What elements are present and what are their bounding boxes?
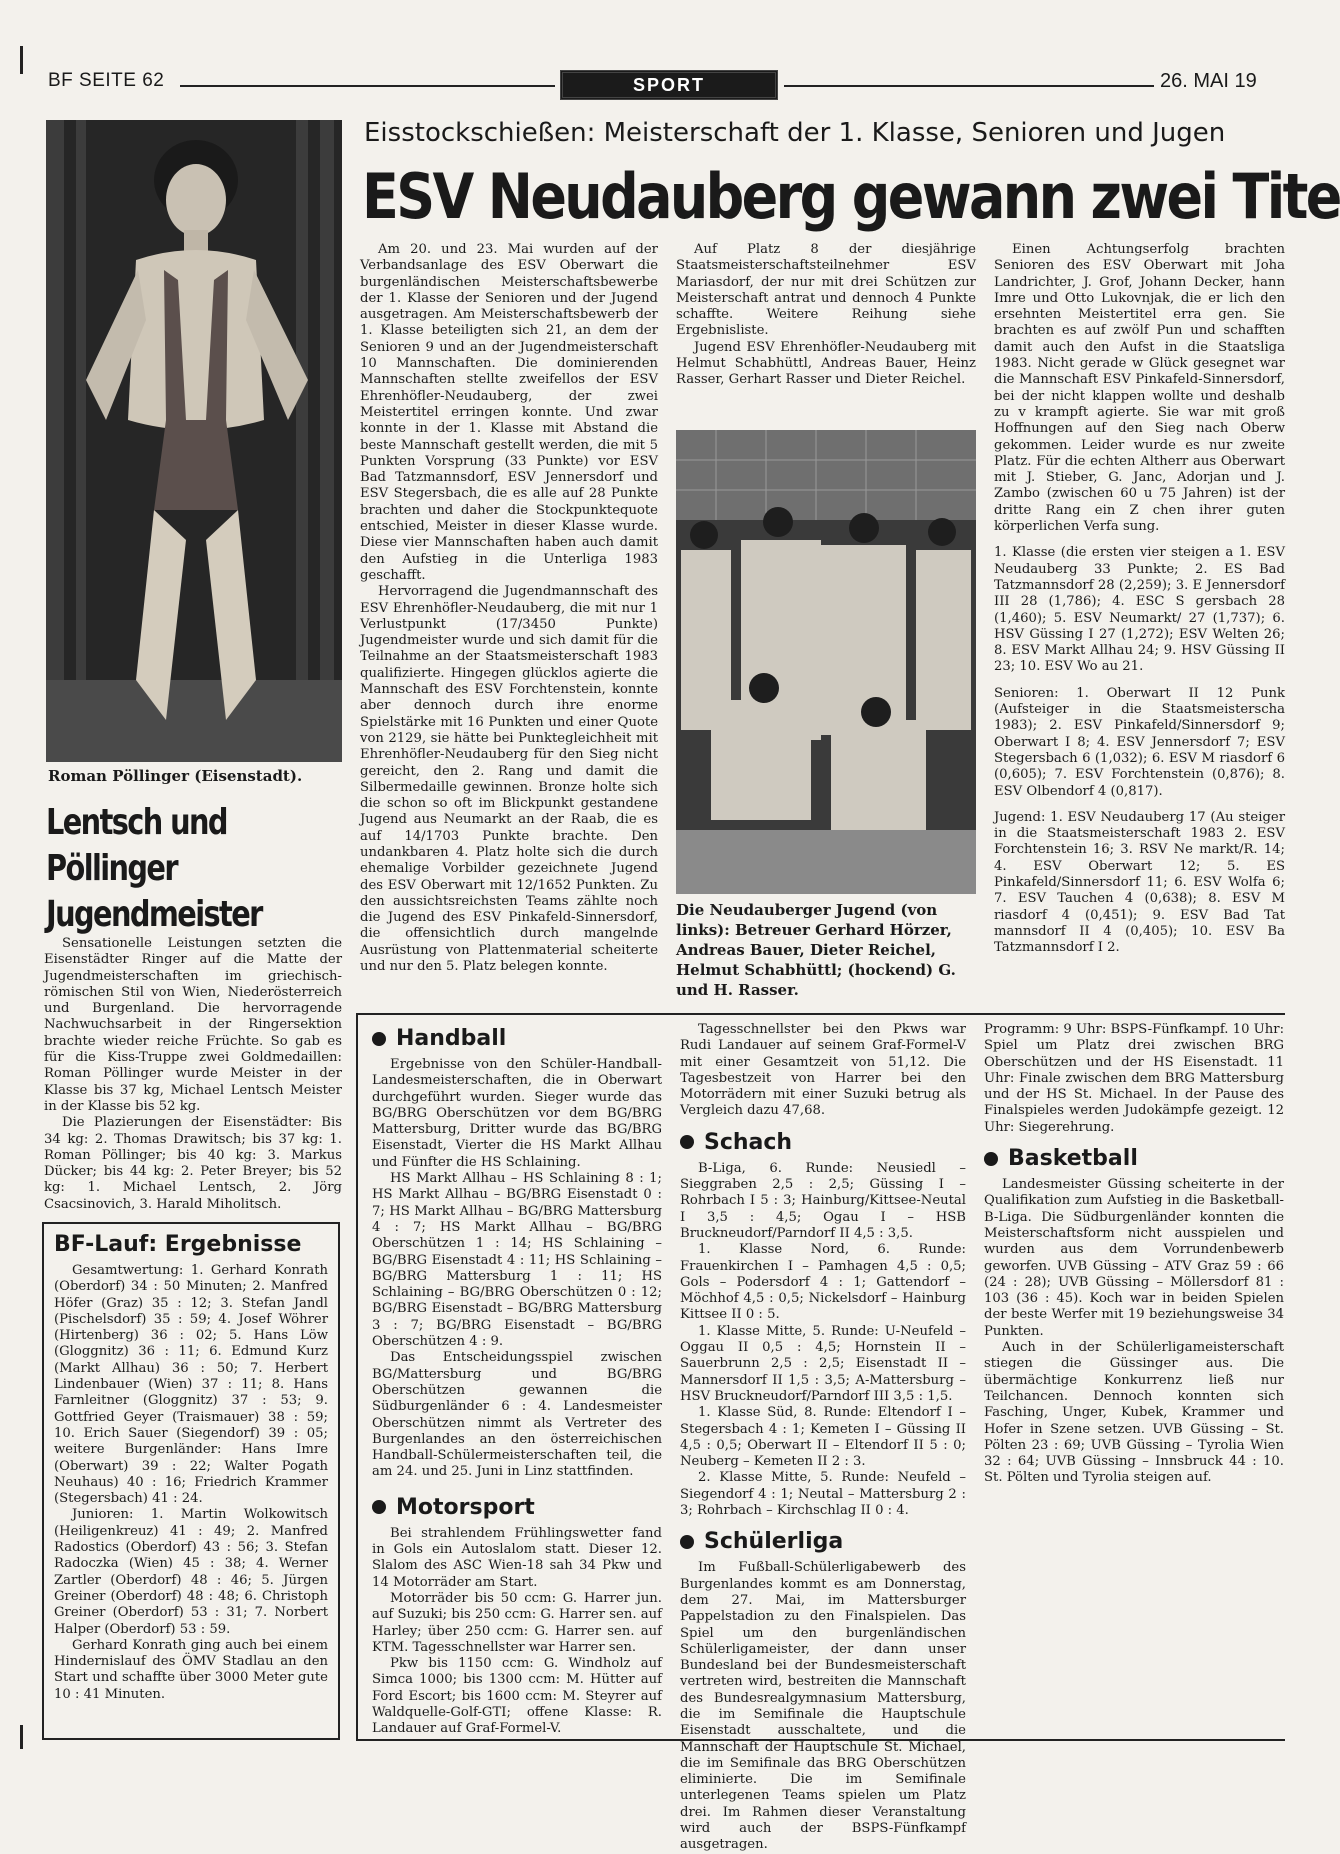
paragraph: Motorräder bis 50 ccm: G. Harrer jun. auf Suzuki; bis 250 ccm: G. Harrer sen. auf Harley; über 250 ccm: G. Harrer sen. auf KTM. Tagesschnellster war Harrer sen.: [372, 1590, 662, 1655]
paragraph: B-Liga, 6. Runde: Neusiedl – Sieggraben 2,5 : 2,5; Güssing I – Rohrbach I 5 : 3; Hainburg/Kittsee-Neutal I 3,5 : 4,5; Ogau I – HSB Bruckneudorf/Parndorf II 4,5 : 3,5.: [680, 1160, 966, 1241]
schuelerliga-body: [680, 1560, 966, 1853]
header-rule: [784, 85, 1154, 87]
paragraph: Das Entscheidungsspiel zwischen BG/Mattersburg und BG/BRG Oberschützen gewannen die Südburgenländer 6 : 4. Landesmeister Oberschützen nimmt als Vertreter des Burgenlandes an den österreichischen Handball-Schülermeisterschaften teil, die am 24. und 25. Juni in Linz stattfinden.: [372, 1350, 662, 1480]
schuelerliga-heading: [680, 1529, 966, 1554]
schach-title: Schach: [704, 1129, 793, 1155]
paragraph: Programm: 9 Uhr: BSPS-Fünfkampf. 10 Uhr: Spiel um Platz drei zwischen BRG Oberschützen und der HS Eisenstadt. 11 Uhr: Finale zwischen dem BRG Mattersburg und der HS St. Michael. In der Pause des Finalspieles werden Judokämpfe gezeigt. 12 Uhr: Siegerehrung.: [984, 1022, 1285, 1135]
schuelerliga-title: Schülerliga: [704, 1529, 844, 1555]
article-headline: ESV Neudauberg gewann zwei Tite: [362, 160, 1340, 233]
paragraph: Am 20. und 23. Mai wurden auf der Verbandsanlage des ESV Oberwart die burgenländischen Meisterschaftsbewerbe der 1. Klasse der Senioren und der Jugend ausgetragen. Am Meisterschaftsbewerb der 1. Klasse beteiligten sich 21, an dem der Senioren 9 und an der Jugendmeisterschaft 10 Mannschaften. Die dominierenden Mannschaften stellte zweifellos der ESV Ehrenhöfler-Neudauberg, der zwei Meistertitel erringen konnte. Und zwar konnte in der 1. Klasse mit Abstand die beste Mannschaft gestellt werden, die mit 5 Punkten Vorsprung (33 Punkte) vor ESV Bad Tatzmannsdorf, ESV Jennersdorf und ESV Stegersbach, die es alle auf 28 Punkte brachten und daher die Stockpunktequote entschied, Meister in dieser Klasse wurde. Diese vier Mannschaften haben auch damit den Aufstieg in die Unterliga 1983 geschafft.: [360, 242, 658, 583]
paragraph: Einen Achtungserfolg brachten Senioren des ESV Oberwart mit Joha Landrichter, J. Grof, Johann Decker, hann Imre und Otto Lukovnjak, die er lich den ersehnten Meistertitel erra gen. Sie brachten es auf zwölf Pun und schafften damit auch den Aufst in die Staatsliga 1983. Nicht gerade w Glück gesegnet war die Mannschaft ESV Pinkafeld-Sinnersdorf, bei der nicht klappen wollte und deshalb zu v krampft agierte. Sie war mit groß Hoffnungen auf den Sieg nach Oberw gekommen. Leider wurde es nur zweite Platz. Für die echten Altherr aus Oberwart mit J. Stieber, G. Janc, Adorjan und J. Zambo (zwischen 60 u 75 Jahren) ist der dritte Rang ein Z chen ihrer guten körperlichen Verfa sung.: [994, 242, 1285, 535]
team-photo: [676, 430, 976, 894]
schach-body: [680, 1161, 966, 1520]
paragraph: Junioren: 1. Martin Wolkowitsch (Heiligenkreuz) 41 : 49; 2. Manfred Radostics (Oberdorf) 43 : 56; 3. Stefan Radoczka (Wien) 45 : 38; 4. Werner Zartler (Oberdorf) 48 : 46; 5. Jürgen Greiner (Oberdorf) 48 : 48; 6. Christoph Greiner (Oberdorf) 53 : 31; 7. Norbert Halper (Oberdorf) 53 : 59.: [54, 1507, 328, 1637]
paragraph: 1. Klasse (die ersten vier steigen a 1. ESV Neudauberg 33 Punkte; 2. ES Bad Tatzmannsdorf 28 (2,259); 3. E Jennersdorf III 28 (1,786); 4. ESC S gersbach 28 (1,460); 5. ESV Neumarkt/ 27 (1,737); 6. HSV Güssing I 27 (1,272); ESV Welten 26; 8. ESV Markt Allhau 24; 9. HSV Güssing II 23; 10. ESV Wo au 21.: [994, 545, 1285, 675]
wrestler-photo-caption: Roman Pöllinger (Eisenstadt).: [48, 767, 303, 785]
schuelerliga-body-continued: [984, 1022, 1284, 1136]
crop-mark-icon: [20, 46, 23, 74]
basketball-heading: [984, 1146, 1284, 1171]
bullet-dot-icon: [984, 1152, 998, 1166]
handball-body: [372, 1057, 662, 1481]
bullet-dot-icon: [372, 1032, 386, 1046]
paragraph: Jugend ESV Ehrenhöfler-Neudauberg mit Helmut Schabhüttl, Andreas Bauer, Heinz Rasser, Gerhart Rasser und Dieter Reichel.: [676, 339, 976, 388]
bf-lauf-body: [54, 1263, 328, 1723]
wrestler-headline: [46, 800, 278, 938]
paragraph: Jugend: 1. ESV Neudauberg 17 (Au steiger in die Staatsmeisterschaft 1983 2. ESV Forchtenstein 16; 3. RSV Ne markt/R. 14; 4. ESV Oberwart 12; 5. ES Pinkafeld/Sinnersdorf 11; 6. ESV Wolfa 6; 7. ESV Tauchen 4 (0,638); 8. ESV M riasdorf 4 (0,451); 9. ESV Bad Tat mannsdorf II 4 (0,405); 10. ESV Ba Tatzmannsdorf I 2.: [994, 809, 1285, 956]
paragraph: Landesmeister Güssing scheiterte in der Qualifikation zum Aufstieg in die Basketball-B-Liga. Die Südburgenländer konnten die Meisterschaftsform nicht ausspielen und wurden aus dem Vorrundenbewerb geworfen. UVB Güssing – ATV Graz 59 : 66 (24 : 28); UVB Güssing – Möllersdorf 81 : 103 (36 : 45). Koch war in beiden Spielen der beste Werfer mit 19 beziehungsweise 34 Punkten.: [984, 1177, 1284, 1339]
handball-title: Handball: [396, 1026, 507, 1051]
paragraph: 1. Klasse Mitte, 5. Runde: U-Neufeld – Oggau II 0,5 : 4,5; Hornstein II – Sauerbrunn 2,5 : 2,5; Eisenstadt II – Mannersdorf II 1,5 : 3,5; A-Mattersburg – HSV Bruckneudorf/Parndorf III 3,5 : 1,5.: [680, 1323, 966, 1404]
paragraph: Pkw bis 1150 ccm: G. Windholz auf Simca 1000; bis 1300 ccm: M. Hütter auf Ford Escort; bis 1600 ccm: M. Steyrer auf Waldquelle-Golf-GTI; offene Klasse: R. Landauer auf Graf-Formel-V.: [372, 1656, 662, 1737]
motorsport-body: [372, 1526, 662, 1738]
schach-heading: [680, 1130, 966, 1155]
box-column-3: [984, 1022, 1284, 1734]
paragraph: 2. Klasse Mitte, 5. Runde: Neufeld – Siegendorf 4 : 1; Neutal – Mattersburg 2 : 3; Rohrbach – Kirchschlag II 0 : 4.: [680, 1470, 966, 1519]
page-date: 26. MAI 19: [1160, 70, 1257, 92]
paragraph: Senioren: 1. Oberwart II 12 Punk (Aufsteiger in die Staatsmeisterscha 1983); 2. ESV Pinkafeld/Sinnersdorf 9; Oberwart I 8; 4. ESV Jennersdorf 7; ESV Stegersbach 6 (1,032); 6. ESV M riasdorf 6 (0,605); 7. ESV Forchtenstein (0,876); 8. ESV Olbendorf 4 (0,817).: [994, 685, 1285, 799]
crop-mark-icon: [20, 1725, 23, 1749]
paragraph: 1. Klasse Nord, 6. Runde: Frauenkirchen I – Pamhagen 4,5 : 0,5; Gols – Podersdorf 4 : 1; Gattendorf – Möchhof 4,5 : 0,5; Nickelsdorf – Hainburg Kittsee II 0 : 5.: [680, 1242, 966, 1323]
main-article-column-1: [360, 242, 658, 1000]
wrestler-photo: [46, 120, 342, 762]
bullet-dot-icon: [680, 1535, 694, 1549]
paragraph: 1. Klasse Süd, 8. Runde: Eltendorf I – Stegersbach 4 : 1; Kemeten I – Güssing II 4,5 : 0,5; Oberwart II – Eltendorf II 5 : 0; Neuberg – Kemeten II 2 : 3.: [680, 1405, 966, 1470]
paragraph: Auch in der Schülerligameisterschaft stiegen die Güssinger aus. Die übermächtige Konkurrenz ließ nur Teilchancen. Dennoch konnten sich Fasching, Unger, Kubek, Krammer und Hofer in Szene setzen. UVB Güssing – St. Pölten 23 : 69; UVB Güssing – Tyrolia Wien 32 : 64; UVB Güssing – Innsbruck 44 : 10. St. Pölten und Tyrolia steigen auf.: [984, 1340, 1284, 1486]
paragraph: Hervorragend die Jugendmannschaft des ESV Ehrenhöfler-Neudauberg, die mit nur 1 Verlustpunkt (17/3450 Punkte) Jugendmeister wurde und sich damit für die Teilnahme an der Staatsmeisterschaft 1983 qualifizierte. Hingegen glücklos agierte die Mannschaft des ESV Forchtenstein, konnte aber dennoch durch ihre enorme Spielstärke mit 16 Punkten und einer Quote von 2129, sie hätte bei Punktegleichheit mit Ehrenhöfler-Neudauberg für den Sieg nicht gereicht, den 2. Rang und damit die Silbermedaille gewinnen. Bronze holte sich die schon so oft im Blickpunkt gestandene Jugend aus Neumarkt an der Raab, die es auf 14/1703 Punkte brachte. Den undankbaren 4. Platz holte sich die durch ehemalige Vorbilder gezeichnete Jugend des ESV Oberwart mit 12/1652 Punkten. Zu den aussichtsreichsten Teams zählte noch die Jugend des ESV Pinkafeld-Sinnersdorf, die offensichtlich durch mangelnde Ausrüstung von Plattenmaterial scheiterte und nur den 5. Platz belegen konnte.: [360, 584, 658, 975]
basketball-title: Basketball: [1008, 1146, 1138, 1172]
paragraph: Bei strahlendem Frühlingswetter fand in Gols ein Autoslalom statt. Dieser 12. Slalom des ASC Wien-18 sah 34 Pkw und 14 Motorräder am Start.: [372, 1525, 662, 1590]
bullet-dot-icon: [680, 1135, 694, 1149]
team-photo-caption: Die Neudauberger Jugend (von links): Betreuer Gerhard Hörzer, Andreas Bauer, Dieter Reichel, Helmut Schabhüttl; (hockend) G. und H. Rasser.: [676, 901, 956, 999]
basketball-body: [984, 1177, 1284, 1487]
main-article-column-2: [676, 242, 976, 418]
paragraph: Sensationelle Leistungen setzten die Eisenstädter Ringer auf die Matte der Jugendmeisterschaften im griechisch-römischen Stil von Wien, Niederösterreich und Burgenland. Die hervorragende Nachwuchsarbeit in der Ringersektion brachte wieder reiche Früchte. So gab es für die Kiss-Truppe zwei Goldmedaillen: Roman Pöllinger wurde Meister in der Klasse bis 37 kg, Michael Lentsch Meister in der Klasse bis 52 kg.: [44, 936, 342, 1114]
bf-lauf-box: [42, 1222, 340, 1740]
page-label: BF SEITE 62: [48, 70, 165, 91]
wrestler-article-body: [44, 936, 342, 1212]
paragraph: Gesamtwertung: 1. Gerhard Konrath (Oberdorf) 34 : 50 Minuten; 2. Manfred Höfer (Graz) 35 : 12; 3. Stefan Jandl (Pischelsdorf) 35 : 59; 4. Josef Wöhrer (Hirtenberg) 36 : 02; 5. Hans Löw (Gloggnitz) 36 : 11; 6. Edmund Kurz (Markt Allhau) 36 : 50; 7. Herbert Lindenbauer (Wien) 37 : 11; 8. Hans Farnleitner (Gloggnitz) 37 : 53; 9. Gottfried Geyer (Traismauer) 38 : 59; 10. Erich Sauer (Siegendorf) 39 : 05; weitere Burgenländer: Hans Imre (Oberwart) 39 : 22; Walter Pogath Neuhaus) 40 : 16; Friedrich Krammer (Stegersbach) 41 : 24.: [54, 1263, 328, 1507]
paragraph: Gerhard Konrath ging auch bei einem Hindernislauf des ÖMV Stadlau an den Start und schaffte über 3000 Meter gute 10 : 41 Minuten.: [54, 1637, 328, 1702]
main-article-column-3: [994, 242, 1285, 1010]
wrestler-headline-line: Jugendmeister: [46, 894, 262, 935]
motorsport-title: Motorsport: [396, 1494, 535, 1520]
bf-lauf-title: BF-Lauf: Ergebnisse: [54, 1232, 302, 1257]
box-column-1: [372, 1022, 662, 1737]
paragraph: Ergebnisse von den Schüler-Handball-Landesmeisterschaften, die in Oberwart durchgeführt wurden. Sieger wurde das BG/BRG Oberschützen vor dem BG/BRG Mattersburg, Dritter wurde das BG/BRG Eisenstadt, Vierter die HS Markt Allhau und Fünfter die HS Schlaining.: [372, 1057, 662, 1170]
paragraph: Tagesschnellster bei den Pkws war Rudi Landauer auf seinem Graf-Formel-V mit einer Gesamtzeit von 51,12. Die Tagesbestzeit von Harrer bei den Motorrädern mit einer Suzuki betrug als Vergleich dazu 47,68.: [680, 1022, 966, 1119]
paragraph: Die Plazierungen der Eisenstädter: Bis 34 kg: 2. Thomas Drawitsch; bis 37 kg: 1. Roman Pöllinger; bis 40 kg: 3. Markus Dücker; bis 44 kg: 2. Peter Breyer; bis 52 kg: 1. Michael Lentsch, 2. Jörg Csacsinovich, 3. Harald Miholitsch.: [44, 1115, 342, 1212]
wrestler-headline-line: Lentsch und: [46, 802, 227, 843]
bullet-dot-icon: [372, 1500, 386, 1514]
box-column-2: [680, 1022, 966, 1853]
wrestler-headline-line: Pöllinger: [46, 848, 177, 889]
header-rule: [180, 85, 555, 87]
motorsport-heading: [372, 1495, 662, 1520]
paragraph: Im Fußball-Schülerligabewerb des Burgenlandes kommt es am Donnerstag, dem 27. Mai, im Mattersburger Pappelstadion zu den Finalspielen. Das Spiel um den burgenländischen Schülerligameister, der dann unser Bundesland bei der Bundesmeisterschaft vertreten wird, bestreiten die Mannschaft des Bundesrealgymnasium Mattersburg, die im Semifinale die Hauptschule Eisenstadt ausschaltete, und die Mannschaft der Hauptschule St. Michael, die im Semifinale das BRG Oberschützen eliminierte. Die im Semifinale unterlegenen Teams spielen um Platz drei. Im Rahmen dieser Veranstaltung wird auch der BSPS-Fünfkampf ausgetragen.: [680, 1560, 966, 1853]
handball-heading: [372, 1026, 662, 1051]
paragraph: Auf Platz 8 der diesjährige Staatsmeisterschaftsteilnehmer ESV Mariasdorf, der nur mit drei Schützen zur Meisterschaft antrat und dennoch 4 Punkte schaffte. Weitere Reihung siehe Ergebnisliste.: [676, 242, 976, 339]
motorsport-body-continued: [680, 1022, 966, 1120]
section-label: SPORT: [560, 70, 778, 100]
paragraph: HS Markt Allhau – HS Schlaining 8 : 1; HS Markt Allhau – BG/BRG Eisenstadt 0 : 7; HS Markt Allhau – BG/BRG Mattersburg 4 : 7; HS Markt Allhau – BG/BRG Oberschützen 1 : 14; HS Schlaining – BG/BRG Eisenstadt 4 : 11; HS Schlaining – BG/BRG Mattersburg 1 : 11; HS Schlaining – BG/BRG Oberschützen 0 : 12; BG/BRG Eisenstadt – BG/BRG Mattersburg 3 : 7; BG/BRG Eisenstadt – BG/BRG Oberschützen 4 : 9.: [372, 1171, 662, 1350]
article-kicker: Eisstockschießen: Meisterschaft der 1. Klasse, Senioren und Jugen: [364, 118, 1226, 148]
